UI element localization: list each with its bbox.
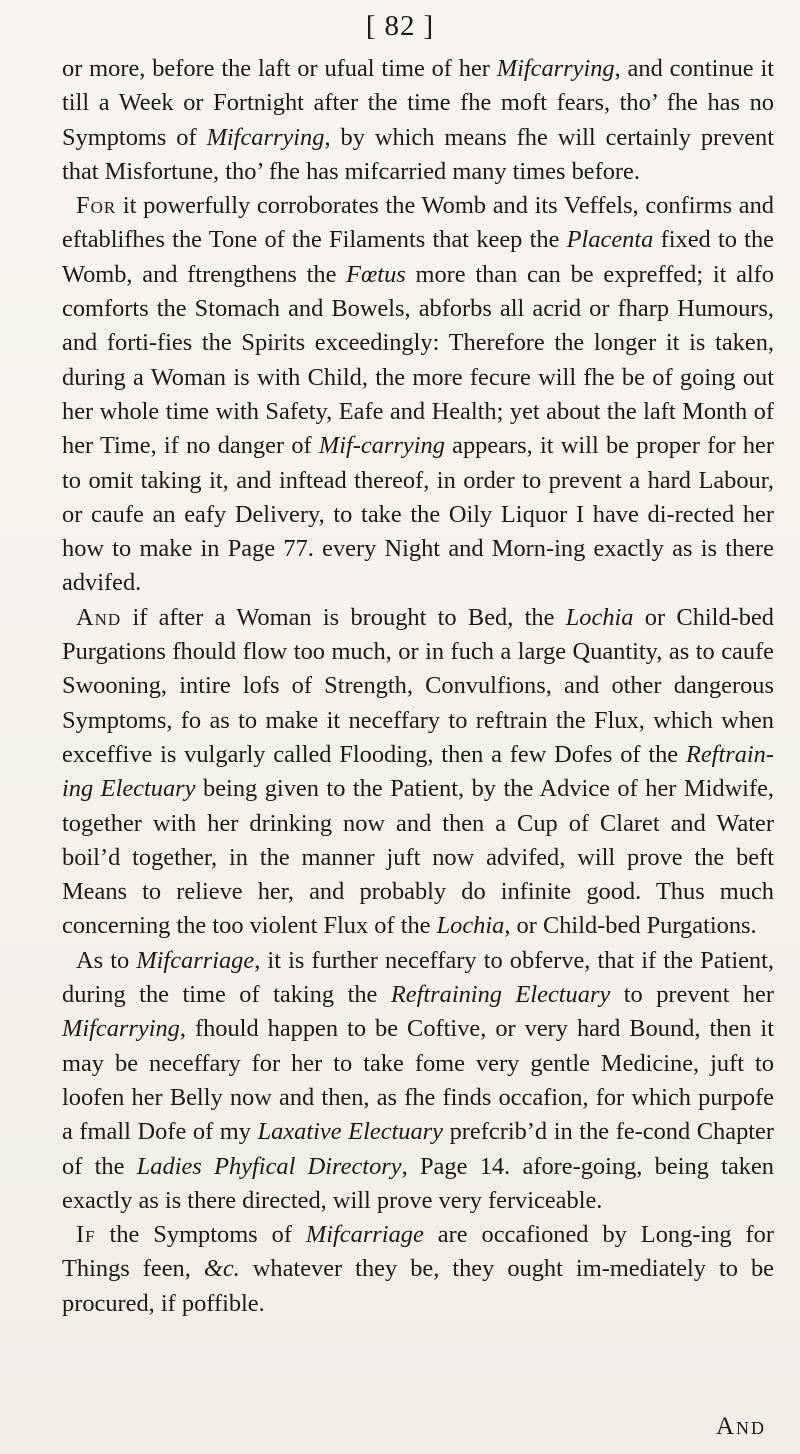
text-run: prefcrib’d in the fe‐cond Chapter of the (62, 1118, 775, 1180)
page-number-open-bracket: [ (365, 10, 377, 42)
italic-text: &c. (203, 1255, 240, 1283)
page-number-close-bracket: ] (423, 10, 435, 42)
text-run: whatever they be, they ought im‐mediately to be procured, if poffible. (62, 1255, 774, 1317)
italic-text: Lochia (436, 912, 505, 940)
italic-text: Mifcarriage (136, 946, 255, 974)
page-number-value: 82 (384, 10, 416, 42)
paragraph (62, 944, 774, 1218)
italic-text: Reftrain‐ing Electuary (62, 740, 774, 803)
italic-text: Mifcarrying (206, 123, 325, 151)
text-run: the Symptoms of (95, 1221, 306, 1249)
italic-text: Mifcarriage (305, 1221, 424, 1249)
italic-text: Fœtus (346, 260, 406, 288)
italic-text: Mif‐carrying (318, 432, 445, 460)
italic-text: Ladies Phyfical Directory (136, 1152, 402, 1180)
italic-text: Reftraining Electuary (390, 981, 611, 1009)
text-run: to prevent her (610, 981, 775, 1009)
paragraph (62, 52, 774, 189)
paragraph-lead-word: And (76, 603, 122, 631)
text-run: fixed to the Womb, and ftrengthens the (62, 226, 774, 288)
text-run: or more, before the laft or ufual time of her (62, 55, 497, 82)
text-run: , fhould happen to be Coftive, or very hard Bound, then it may be neceffary for her to take fome very gentle Medicine, juft to loofen her Belly now and then, as fhe finds occafion, for which purpofe a fmall Dofe of my (62, 1015, 774, 1146)
text-run: appears, it will be proper for her to omit taking it, and inftead thereof, in order to prevent a hard Labour, or caufe an eafy Delivery, to take the Oily Liquor I have di‐rected her how to make in Page 77. every Night and Morn‐ing exactly as is there advifed. (62, 432, 775, 597)
italic-text: Mifcarrying (496, 55, 615, 82)
paragraph (62, 601, 774, 944)
text-run: if after a Woman is brought to Bed, the (121, 603, 566, 631)
italic-text: Placenta (566, 226, 654, 254)
text-run: more than can be expreffed; it alfo comforts the Stomach and Bowels, abforbs all acrid or fharp Humours, and forti‐fies the Spirits exceedingly: Therefore the longer it is taken, during a Woman is with Child, the more fecure will fhe be of going out her whole time with Safety, Eafe and Health; yet about the laft Month of her Time, if no danger of (62, 260, 775, 460)
text-run: , and continue it till a Week or Fortnight after the time fhe moft fears, tho’ fhe has no Symptoms of (62, 55, 774, 151)
paragraph (62, 189, 774, 601)
italic-text: Lochia (565, 603, 634, 631)
paragraph-lead-word: If (76, 1221, 96, 1249)
page-number (0, 6, 800, 46)
text-run: it powerfully corroborates the Womb and its Veffels, confirms and eftablifhes the Tone of the Filaments that keep the (62, 192, 774, 254)
text-run: , it is further neceffary to obferve, that if the Patient, during the time of taking the (62, 946, 774, 1009)
italic-text: Laxative Electuary (257, 1118, 443, 1146)
catchword: And (715, 1413, 766, 1440)
text-run: or Child-bed Purgations fhould flow too much, or in fuch a large Quantity, as to caufe Swooning, intire lofs of Strength, Convulfions, and other dangerous Symptoms, fo as to make it neceffary to reftrain the Flux, which when exceffive is vulgarly called Flooding, then a few Dofes of the (62, 603, 774, 768)
text-run: , by which means fhe will certainly prevent that Misfortune, tho’ fhe has mifcarried many times before. (62, 123, 774, 185)
text-run: are occafioned by Long‐ing for Things feen, (62, 1221, 774, 1283)
body-text (62, 52, 774, 1321)
text-run: , Page 14. afore‐going, being taken exactly as is there directed, will prove very ferviceable. (62, 1152, 774, 1214)
text-run: being given to the Patient, by the Advice of her Midwife, together with her drinking now and then a Cup of Claret and Water boil’d together, in the manner juft now advifed, will prove the beft Means to relieve her, and probably do infinite good. Thus much concerning the too violent Flux of the (62, 775, 775, 940)
italic-text: Mifcarrying (62, 1015, 180, 1043)
text-run: As to (76, 946, 137, 974)
paragraph (62, 1218, 774, 1321)
paragraph-lead-word: For (76, 192, 117, 220)
text-run: , or Child-bed Purgations. (504, 912, 757, 940)
